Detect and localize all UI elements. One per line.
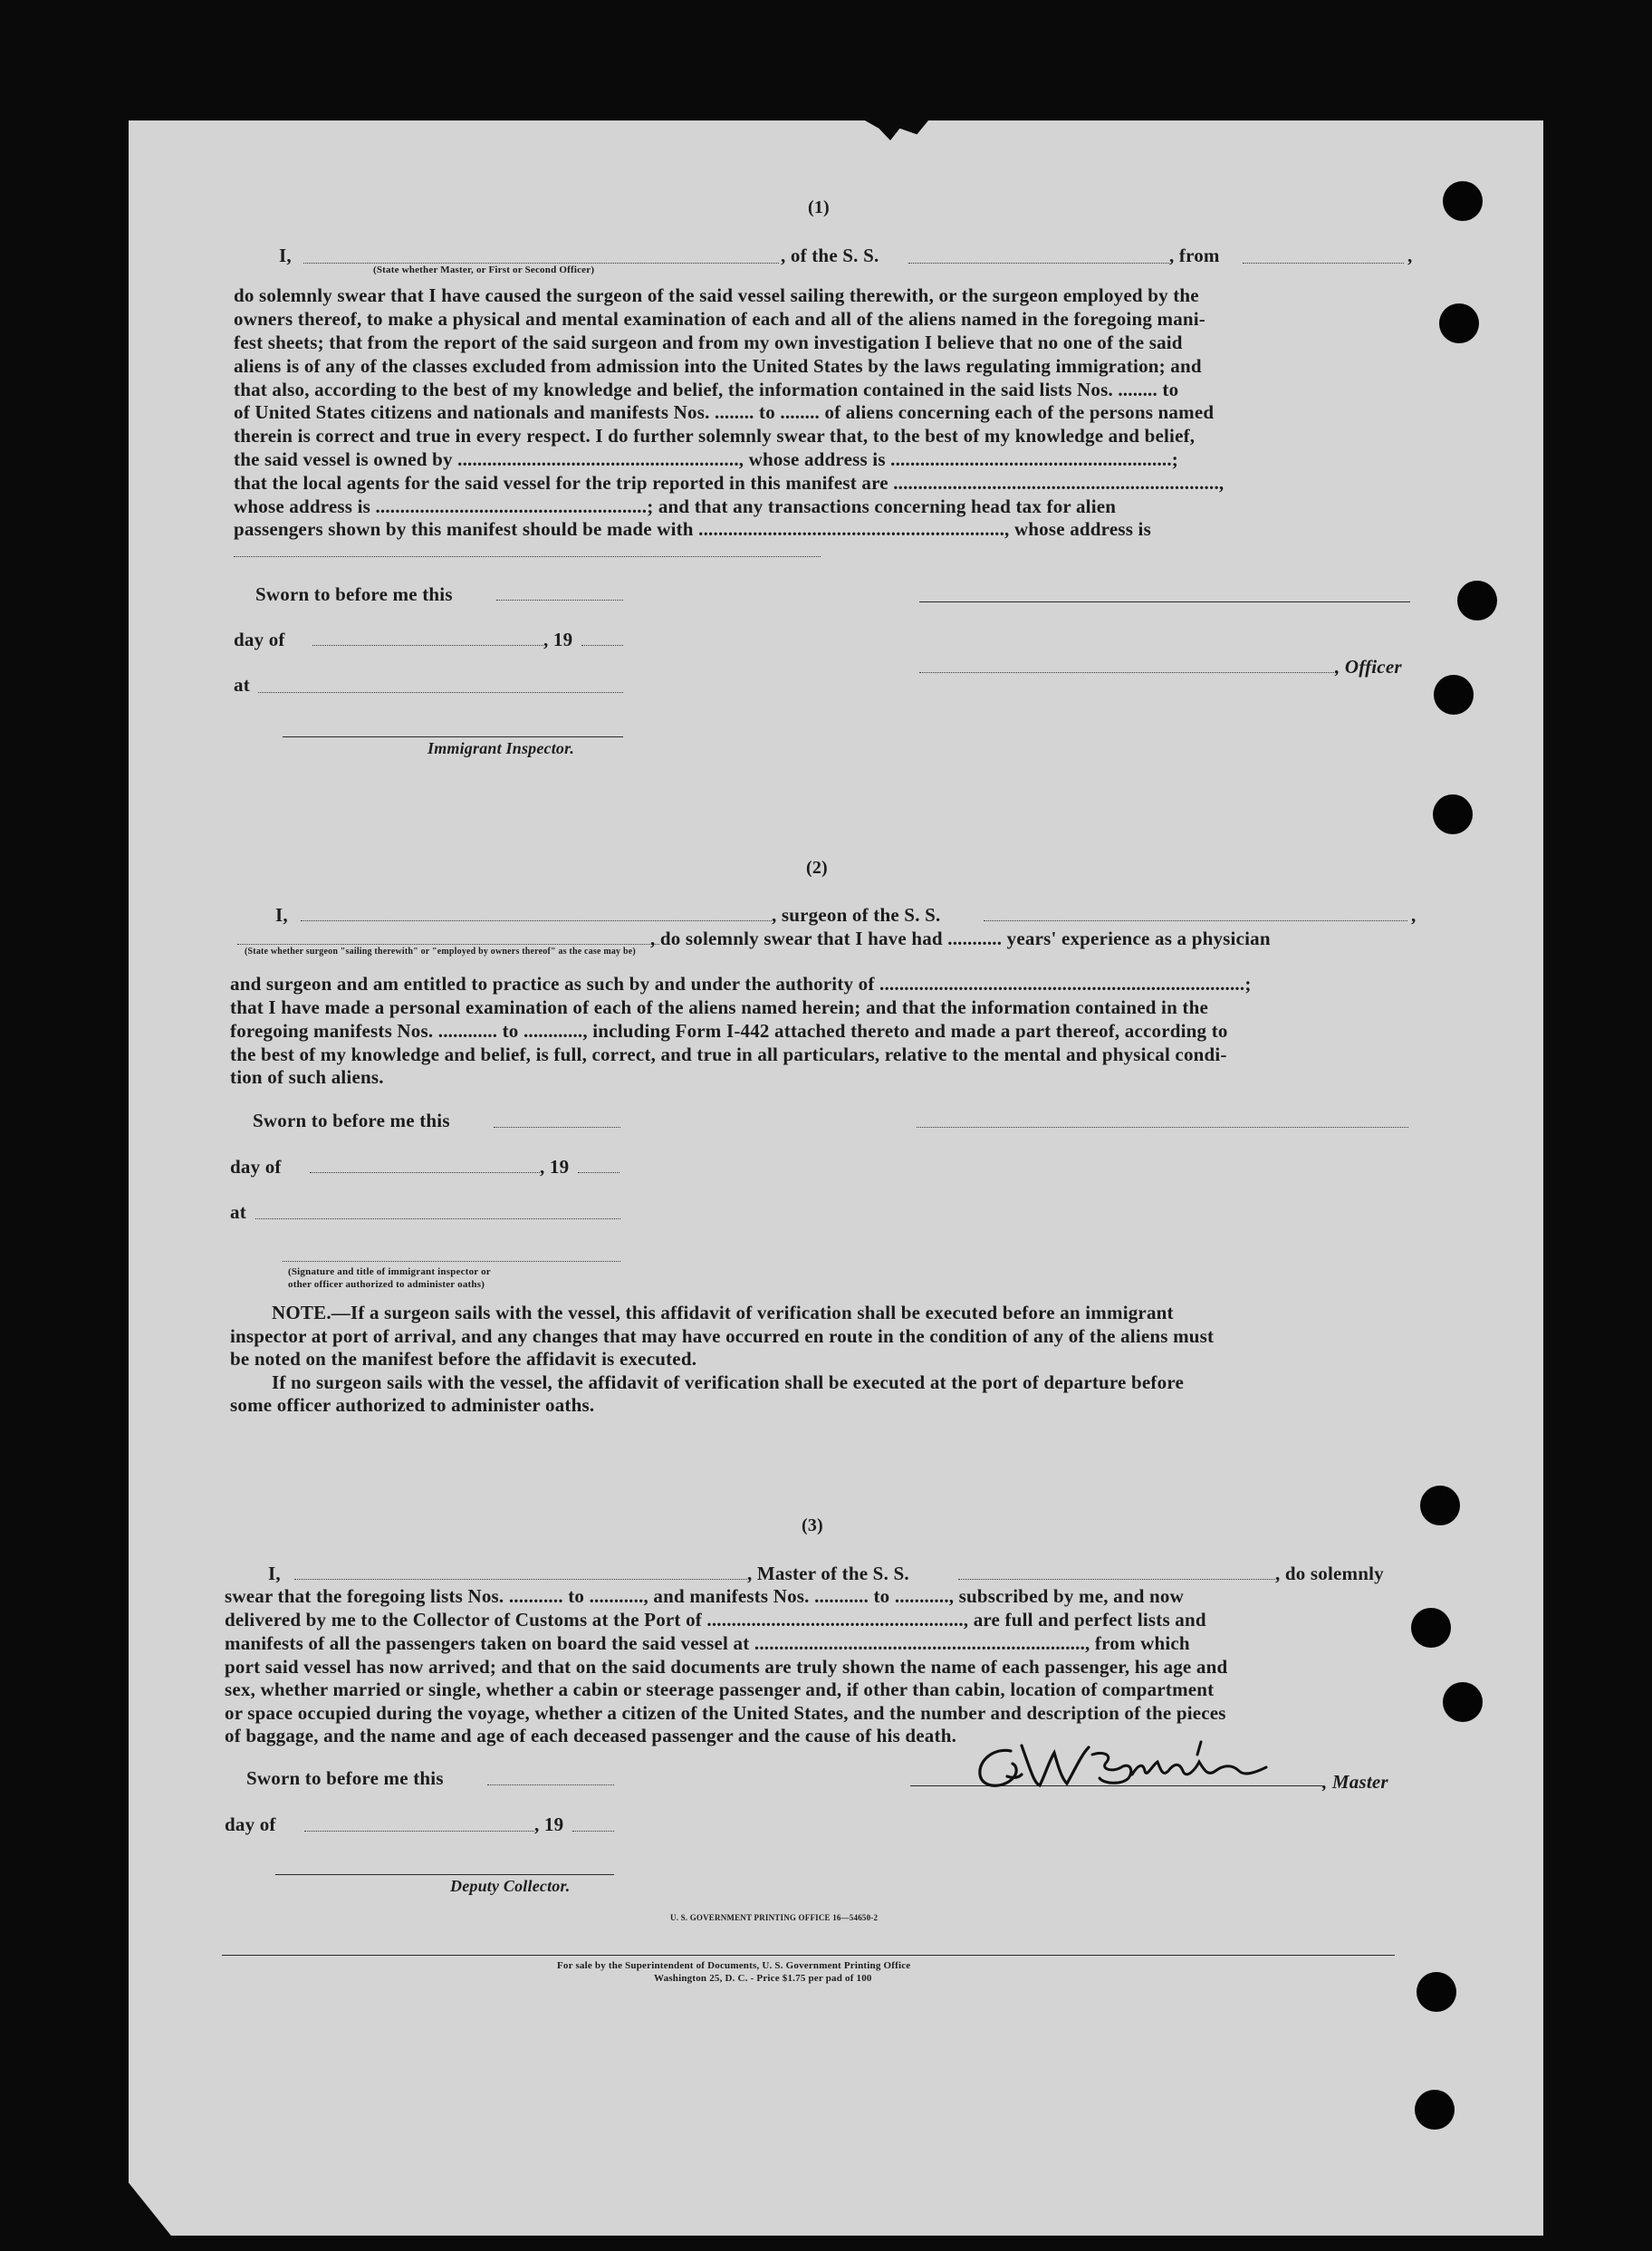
s3-line-5: port said vessel has now arrived; and that on the said documents are truly shown the name of each passenger, his age and bbox=[225, 1656, 1228, 1678]
gpo-imprint: U. S. GOVERNMENT PRINTING OFFICE 16—54650-2 bbox=[670, 1913, 879, 1922]
s2-sig-note-2: other officer authorized to administer oaths) bbox=[288, 1279, 485, 1290]
s1-intro-i: I, bbox=[279, 245, 292, 266]
s3-master-name-field bbox=[294, 1579, 747, 1580]
s3-line-2: swear that the foregoing lists Nos. ........... to ..........., and manifests Nos. ........... to ..........., subscribed by me, and now bbox=[225, 1585, 1184, 1607]
sale-note-2: Washington 25, D. C. - Price $1.75 per pad of 100 bbox=[654, 1973, 872, 1984]
s2-note-4: If no surgeon sails with the vessel, the affidavit of verification shall be executed at the port of departure before bbox=[272, 1371, 1184, 1393]
s1-of-ss: , of the S. S. bbox=[781, 245, 879, 266]
s2-note-1: NOTE.—If a surgeon sails with the vessel, this affidavit of verification shall be executed before an immigrant bbox=[272, 1302, 1174, 1323]
s1-day-field bbox=[312, 645, 543, 646]
s1-line-10: whose address is .......................................................; and that any transactions concerning head tax for alien bbox=[234, 495, 1117, 517]
s1-address-continuation-field bbox=[234, 556, 821, 557]
s1-line-6: of United States citizens and nationals and manifests Nos. ........ to ........ of aliens concerning each of the persons named bbox=[234, 401, 1215, 423]
s2-at: at bbox=[230, 1201, 246, 1223]
s1-line-5: that also, according to the best of my knowledge and belief, the information contained in the said lists Nos. ........ to bbox=[234, 379, 1179, 400]
s3-day-field bbox=[304, 1831, 534, 1832]
s1-line-8: the said vessel is owned by ........................................................., whose address is .........................................................; bbox=[234, 448, 1178, 470]
binder-hole-1 bbox=[1443, 181, 1483, 221]
sale-note-1: For sale by the Superintendent of Documents, U. S. Government Printing Office bbox=[557, 1960, 911, 1971]
s2-vessel-field bbox=[984, 920, 1407, 921]
s1-place-field bbox=[258, 692, 623, 693]
s3-intro-i: I, bbox=[268, 1563, 281, 1584]
s2-surgeon-signature-field bbox=[917, 1127, 1408, 1128]
s2-place-field bbox=[255, 1218, 620, 1219]
s1-line-2: owners thereof, to make a physical and mental examination of each and all of the aliens named in the foregoing mani- bbox=[234, 308, 1205, 330]
s2-intro-i: I, bbox=[275, 904, 288, 926]
s3-master-label: , Master bbox=[1322, 1771, 1388, 1793]
s3-deputy-signature-line bbox=[275, 1874, 614, 1875]
s2-year-field bbox=[578, 1172, 620, 1173]
s1-sworn: Sworn to before me this bbox=[255, 583, 453, 605]
s2-line-2: , do solemnly swear that I have had ........... years' experience as a physician bbox=[650, 928, 1271, 949]
binder-hole-7 bbox=[1411, 1608, 1451, 1648]
s2-sworn: Sworn to before me this bbox=[253, 1110, 450, 1131]
s3-day-of: day of bbox=[225, 1813, 276, 1835]
s2-line-4: that I have made a personal examination of each of the aliens named herein; and that the information contained in the bbox=[230, 996, 1209, 1018]
s2-line-7: tion of such aliens. bbox=[230, 1066, 384, 1088]
s1-inspector-label: Immigrant Inspector. bbox=[427, 739, 575, 757]
s3-deputy-label: Deputy Collector. bbox=[450, 1877, 571, 1895]
section-3-number: (3) bbox=[802, 1515, 823, 1535]
s1-officer-signature-line bbox=[919, 601, 1410, 602]
binder-hole-5 bbox=[1433, 794, 1473, 834]
s2-sig-note-1: (Signature and title of immigrant inspector or bbox=[288, 1266, 491, 1277]
s2-line-3: and surgeon and am entitled to practice as such by and under the authority of ..........................................................................; bbox=[230, 973, 1252, 995]
s3-line-8: of baggage, and the name and age of each deceased passenger and the cause of his death. bbox=[225, 1725, 957, 1746]
footer-rule bbox=[222, 1955, 1395, 1956]
s2-sworn-date-field bbox=[494, 1127, 620, 1128]
s1-line-7: therein is correct and true in every respect. I do further solemnly swear that, to the best of my knowledge and belief, bbox=[234, 425, 1196, 447]
s3-sworn-date-field bbox=[487, 1784, 614, 1785]
s2-year: , 19 bbox=[540, 1156, 570, 1178]
s1-line-3: fest sheets; that from the report of the said surgeon and from my own investigation I believe that no one of the said bbox=[234, 332, 1183, 353]
binder-hole-3 bbox=[1457, 581, 1497, 620]
s2-capacity-note: (State whether surgeon "sailing therewith" or "employed by owners thereof" as the case may be) bbox=[245, 947, 636, 957]
s1-officer-label: , Officer bbox=[1335, 656, 1402, 678]
s3-vessel-field bbox=[958, 1579, 1275, 1580]
s3-do-solemnly: , do solemnly bbox=[1275, 1563, 1384, 1584]
s1-comma: , bbox=[1407, 245, 1413, 266]
binder-hole-6 bbox=[1420, 1486, 1460, 1525]
s2-day-field bbox=[310, 1172, 540, 1173]
s2-note-2: inspector at port of arrival, and any changes that may have occurred en route in the condition of any of the aliens must bbox=[230, 1325, 1215, 1347]
s3-line-7: or space occupied during the voyage, whether a citizen of the United States, and the number and description of the pieces bbox=[225, 1702, 1226, 1724]
s3-year: , 19 bbox=[534, 1813, 564, 1835]
s1-from: , from bbox=[1169, 245, 1220, 266]
section-1-number: (1) bbox=[808, 197, 830, 217]
s2-comma: , bbox=[1411, 904, 1417, 926]
s1-line-4: aliens is of any of the classes excluded from admission into the United States by the laws regulating immigration; and bbox=[234, 355, 1202, 377]
s3-master-of-ss: , Master of the S. S. bbox=[747, 1563, 909, 1584]
s1-year: , 19 bbox=[543, 629, 573, 650]
s1-line-9: that the local agents for the said vessel for the trip reported in this manifest are .................................................................., bbox=[234, 472, 1225, 494]
s1-line-1: do solemnly swear that I have caused the surgeon of the said vessel sailing therewith, or the surgeon employed by the bbox=[234, 284, 1199, 306]
s1-at: at bbox=[234, 674, 250, 696]
s2-capacity-field bbox=[237, 944, 659, 945]
s1-vessel-field bbox=[908, 263, 1169, 264]
s1-day-of: day of bbox=[234, 629, 285, 650]
s2-line-5: foregoing manifests Nos. ............ to ............, including Form I-442 attached thereto and made a part thereof, according to bbox=[230, 1020, 1228, 1042]
binder-hole-8 bbox=[1443, 1682, 1483, 1722]
s1-sworn-date-field bbox=[496, 600, 623, 601]
s1-line-11: passengers shown by this manifest should be made with .............................................................., whose address is bbox=[234, 518, 1151, 540]
s1-inspector-signature-line bbox=[283, 736, 623, 737]
binder-hole-2 bbox=[1439, 303, 1479, 343]
binder-hole-4 bbox=[1434, 675, 1474, 715]
section-2-number: (2) bbox=[806, 858, 828, 878]
s3-line-3: delivered by me to the Collector of Customs at the Port of ...................................................., are full and perfect lists and bbox=[225, 1609, 1206, 1631]
s2-line-6: the best of my knowledge and belief, is full, correct, and true in all particulars, relative to the mental and physical condi- bbox=[230, 1044, 1227, 1065]
s2-surgeon-of-ss: , surgeon of the S. S. bbox=[772, 904, 941, 926]
s3-line-6: sex, whether married or single, whether a cabin or steerage passenger and, if other than cabin, location of compartment bbox=[225, 1679, 1215, 1700]
binder-hole-10 bbox=[1415, 2090, 1455, 2130]
s1-year-field bbox=[581, 645, 623, 646]
s1-rank-note: (State whether Master, or First or Second Officer) bbox=[373, 265, 595, 275]
s2-note-5: some officer authorized to administer oaths. bbox=[230, 1394, 595, 1416]
s2-day-of: day of bbox=[230, 1156, 282, 1178]
s1-officer-rank-field bbox=[303, 263, 779, 264]
s2-surgeon-name-field bbox=[301, 920, 772, 921]
binder-hole-9 bbox=[1417, 1972, 1456, 2012]
s3-line-4: manifests of all the passengers taken on board the said vessel at ..................................................................., from which bbox=[225, 1632, 1190, 1654]
s2-inspector-signature-field bbox=[283, 1261, 620, 1262]
s1-port-field bbox=[1243, 263, 1404, 264]
s1-officer-name-field bbox=[919, 672, 1336, 673]
s3-year-field bbox=[572, 1831, 614, 1832]
master-signature bbox=[967, 1735, 1280, 1800]
s2-note-3: be noted on the manifest before the affidavit is executed. bbox=[230, 1348, 697, 1370]
s3-sworn: Sworn to before me this bbox=[246, 1767, 444, 1789]
